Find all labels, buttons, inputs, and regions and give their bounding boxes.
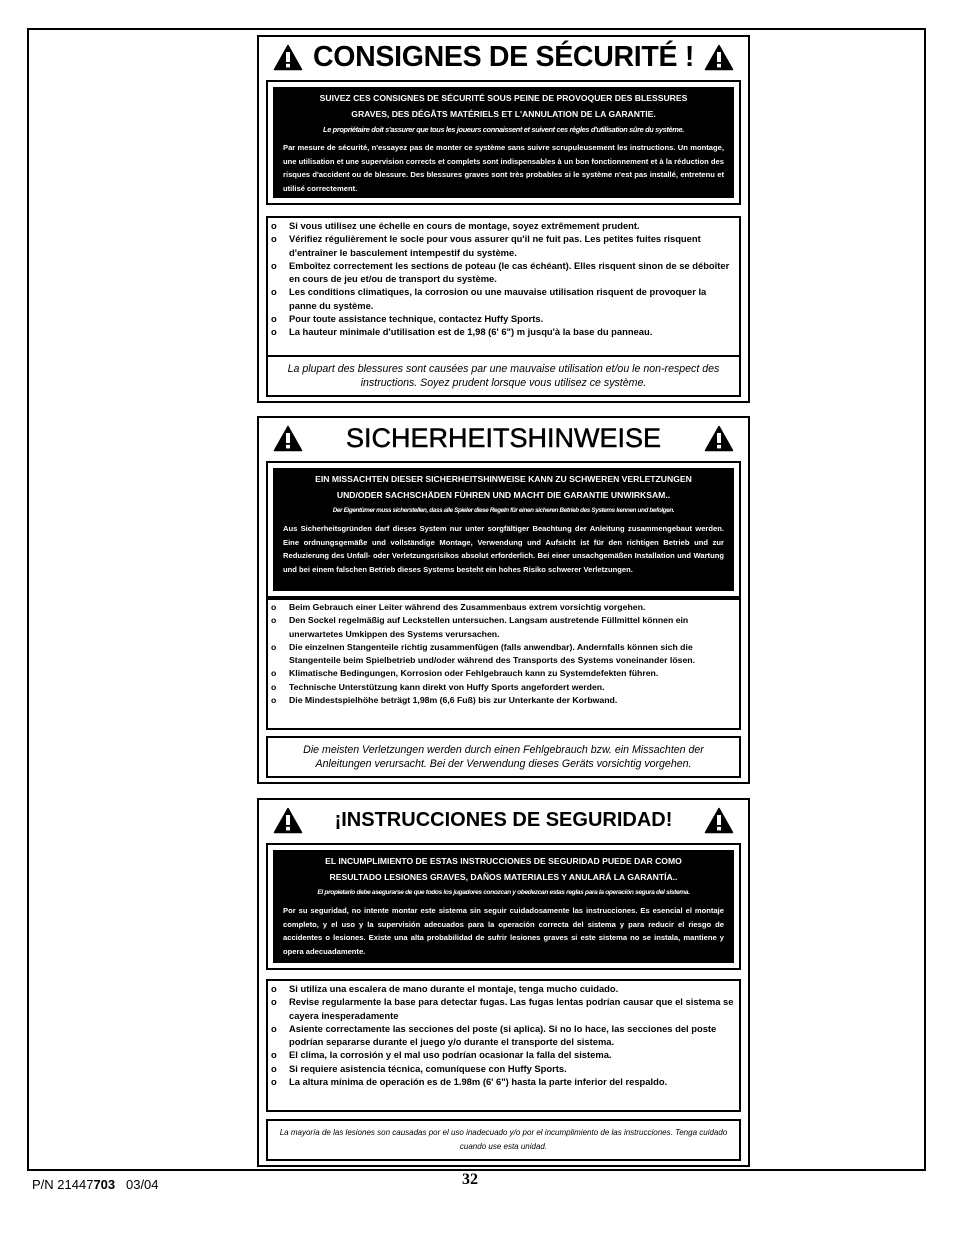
list-item-text: Die einzelnen Stangenteile richtig zusammenfügen (falls anwendbar). Andernfalls können sich die Stangenteile beim Spielbetrieb und/oder während des Transports des Systems voneinander lösen. xyxy=(289,641,696,666)
warning-triangle-icon xyxy=(273,44,303,71)
list-item xyxy=(271,667,736,680)
list-item xyxy=(271,325,736,338)
warning-triangle-icon xyxy=(273,425,303,452)
bullet: o xyxy=(271,286,277,298)
caution-note: La mayoría de las lesiones son causadas por el uso inadecuado y/o por el incumplimiento de las instrucciones. Tenga cuidado cuando use esta unidad. xyxy=(266,1119,741,1161)
part-number-prefix: P/N 21447 xyxy=(32,1177,94,1192)
list-item xyxy=(271,1075,736,1088)
warning-body: Par mesure de sécurité, n'essayez pas de monter ce système sans suivre scrupuleusement les instructions. Un montage, une utilisation et une supervision corrects et complets sont indispensables à un bon fonctionnement et à la réduction des risques d'accident ou de blessure. Des blessures graves sont très probables si le système n'est pas installé, entretenu et utilisé correctement. xyxy=(283,143,724,193)
list-item-text: Si utiliza una escalera de mano durante el montaje, tenga mucho cuidado. xyxy=(289,983,619,994)
list-item-text: Si vous utilisez une échelle en cours de montage, soyez extrêmement prudent. xyxy=(289,220,640,231)
list-item-text: La hauteur minimale d'utilisation est de 1,98 (6' 6") m jusqu'à la base du panneau. xyxy=(289,326,653,338)
list-item xyxy=(271,219,736,232)
safety-section-french xyxy=(257,35,750,403)
bullet: o xyxy=(271,641,277,652)
warning-panel xyxy=(273,850,734,963)
bullet: o xyxy=(271,996,277,1008)
list-item-text: Technische Unterstützung kann direkt von Huffy Sports angefordert werden. xyxy=(289,681,605,692)
warning-heading-line: RESULTADO LESIONES GRAVES, DAÑOS MATERIALES Y ANULARÁ LA GARANTÍA.. xyxy=(329,872,678,882)
warning-heading-line: EIN MISSACHTEN DIESER SICHERHEITSHINWEISE KANN ZU SCHWEREN VERLETZUNGEN xyxy=(315,474,692,484)
list-item-text: Klimatische Bedingungen, Korrosion oder Fehlgebrauch kann zu Systemdefekten führen. xyxy=(289,668,659,679)
list-item-text: La altura mínima de operación es de 1.98m (6' 6") hasta la parte inferior del respaldo. xyxy=(289,1076,668,1088)
bullet: o xyxy=(271,220,277,231)
bullet: o xyxy=(271,1022,277,1034)
warning-body: Aus Sicherheitsgründen darf dieses System nur unter sorgfältiger Beachtung der Anleitung zusammengebaut werden. Eine ordnungsgemäße und vollständige Montage, Verwendung und Aufsicht ist für den richtigen Betrieb und zur Reduzierung des Unfall- oder Verletzungsrisikos absolut erforderlich. Bei einer unsachgemäßen Installation und Wartung und bei einem falschen Betrieb dieses Systems besteht ein hohes Risiko schwerer Verletzungen. xyxy=(283,524,724,574)
bullet: o xyxy=(271,681,277,692)
part-number-bold: 703 xyxy=(93,1177,116,1192)
bullet: o xyxy=(271,1062,277,1074)
bullet: o xyxy=(271,259,277,271)
warning-triangle-icon xyxy=(273,807,303,834)
list-item-text: El clima, la corrosión y el mal uso podrían ocasionar la falla del sistema. xyxy=(289,1049,612,1061)
list-item xyxy=(271,601,736,614)
warning-heading-line: UND/ODER SACHSCHÄDEN FÜHREN UND MACHT DIE GARANTIE UNWIRKSAM.. xyxy=(336,490,671,500)
list-item-text: Si requiere asistencia técnica, comuníquese con Huffy Sports. xyxy=(289,1062,567,1074)
section-title: SICHERHEITSHINWEISE xyxy=(345,422,662,453)
warning-box xyxy=(266,461,741,598)
bullet: o xyxy=(271,1076,277,1088)
bullet: o xyxy=(271,615,277,626)
bullet: o xyxy=(271,983,277,994)
list-item xyxy=(271,1048,736,1061)
page-number: 32 xyxy=(462,1171,478,1188)
warning-heading xyxy=(283,471,724,503)
warning-panel xyxy=(273,87,734,198)
print-date: 03/04 xyxy=(125,1177,159,1192)
warning-triangle-icon xyxy=(704,425,734,452)
list-item xyxy=(271,312,736,325)
section-title-row xyxy=(259,420,748,456)
list-item xyxy=(271,614,736,641)
warning-box xyxy=(266,80,741,205)
list-item xyxy=(271,982,736,995)
warning-body: Por su seguridad, no intente montar este sistema sin seguir cuidadosamente las instrucciones. Es esencial el montaje completo, y el uso y la supervisión adecuados para la operación correcta del sistema y para reducir el riesgo de accidentes o lesiones. Existe una alta probabilidad de sufrir lesiones graves si este sistema no se instala, mantiene y opera adecuadamente. xyxy=(283,906,724,956)
safety-list xyxy=(266,598,741,730)
list-item xyxy=(271,995,736,1022)
list-item xyxy=(271,681,736,694)
safety-list xyxy=(266,979,741,1112)
warning-box xyxy=(266,843,741,970)
bullet: o xyxy=(271,233,277,245)
list-item-text: Vérifiez régulièrement le socle pour vous assurer qu'il ne fuit pas. Les petites fuites risquent d'entraîner le basculement intempestif du système. xyxy=(289,233,701,258)
bullet: o xyxy=(271,695,277,706)
bullet: o xyxy=(271,1049,277,1061)
safety-list xyxy=(266,216,741,378)
bullet: o xyxy=(271,326,277,338)
list-item-text: Die Mindestspielhöhe beträgt 1,98m (6,6 Fuß) bis zur Unterkante der Korbwand. xyxy=(289,695,618,706)
list-item-text: Beim Gebrauch einer Leiter während des Zusammenbaus extrem vorsichtig vorgehen. xyxy=(289,602,646,612)
warning-owner-note: El propietario debe asegurarse de que todos los jugadores conozcan y obedezcan estas reglas para la operación segura del sistema. xyxy=(317,889,690,896)
list-item-text: Pour toute assistance technique, contactez Huffy Sports. xyxy=(289,313,544,325)
safety-section-german xyxy=(257,416,750,784)
warning-triangle-icon xyxy=(704,44,734,71)
section-title: CONSIGNES DE SÉCURITÉ ! xyxy=(312,40,695,73)
list-item-text: Les conditions climatiques, la corrosion ou une mauvaise utilisation risquent de provoquer la panne du système. xyxy=(289,286,707,311)
warning-panel xyxy=(273,468,734,591)
caution-note: La plupart des blessures sont causées par une mauvaise utilisation et/ou le non-respect des instructions. Soyez prudent lorsque vous utilisez ce système. xyxy=(266,355,741,397)
warning-owner-note: Der Eigentümer muss sicherstellen, dass alle Spieler diese Regeln für einen sicheren Betrieb des Systems kennen und befolgen. xyxy=(332,507,675,514)
warning-heading-line: EL INCUMPLIMIENTO DE ESTAS INSTRUCCIONES DE SEGURIDAD PUEDE DAR COMO xyxy=(325,856,682,866)
warning-triangle-icon xyxy=(704,807,734,834)
bullet: o xyxy=(271,602,277,612)
list-item xyxy=(271,694,736,707)
list-item xyxy=(271,259,736,286)
bullet: o xyxy=(271,313,277,325)
warning-heading-line: SUIVEZ CES CONSIGNES DE SÉCURITÉ SOUS PEINE DE PROVOQUER DES BLESSURES xyxy=(319,93,688,103)
warning-heading-line: GRAVES, DES DÉGÂTS MATÉRIELS ET L'ANNULATION DE LA GARANTIE. xyxy=(351,109,656,119)
list-item-text: Emboîtez correctement les sections de poteau (le cas échéant). Elles risquent sinon de se déboîter en cours de jeu et/ou de transport du système. xyxy=(289,259,730,285)
list-item-text: Revise regularmente la base para detectar fugas. Las fugas lentas podrían causar que el sistema se cayera inesperadamente xyxy=(289,996,734,1021)
list-item xyxy=(271,232,736,259)
warning-heading xyxy=(283,853,724,885)
warning-heading xyxy=(283,90,724,122)
list-item xyxy=(271,285,736,312)
section-title: ¡INSTRUCCIONES DE SEGURIDAD! xyxy=(334,808,673,831)
list-item-text: Asiente correctamente las secciones del poste (si aplica). Si no lo hace, las secciones del poste podrían separarse durante el juego y/o durante el transporte del sistema. xyxy=(289,1022,717,1048)
list-item-text: Den Sockel regelmäßig auf Leckstellen untersuchen. Langsam austretende Füllmittel können ein unerwartetes Umkippen des Systems verursachen. xyxy=(289,615,689,639)
warning-owner-note: Le propriétaire doit s'assurer que tous les joueurs connaissent et suivent ces règles d'utilisation sûre du système. xyxy=(323,125,684,134)
safety-section-spanish xyxy=(257,798,750,1167)
list-item xyxy=(271,641,736,668)
list-item xyxy=(271,1022,736,1049)
section-title-row xyxy=(259,39,748,75)
part-number xyxy=(32,1177,159,1192)
section-title-row xyxy=(259,802,748,838)
list-item xyxy=(271,1062,736,1075)
bullet: o xyxy=(271,668,277,679)
caution-note: Die meisten Verletzungen werden durch einen Fehlgebrauch bzw. ein Missachten der Anleitungen verursacht. Bei der Verwendung dieses Geräts vorsichtig vorgehen. xyxy=(266,736,741,778)
